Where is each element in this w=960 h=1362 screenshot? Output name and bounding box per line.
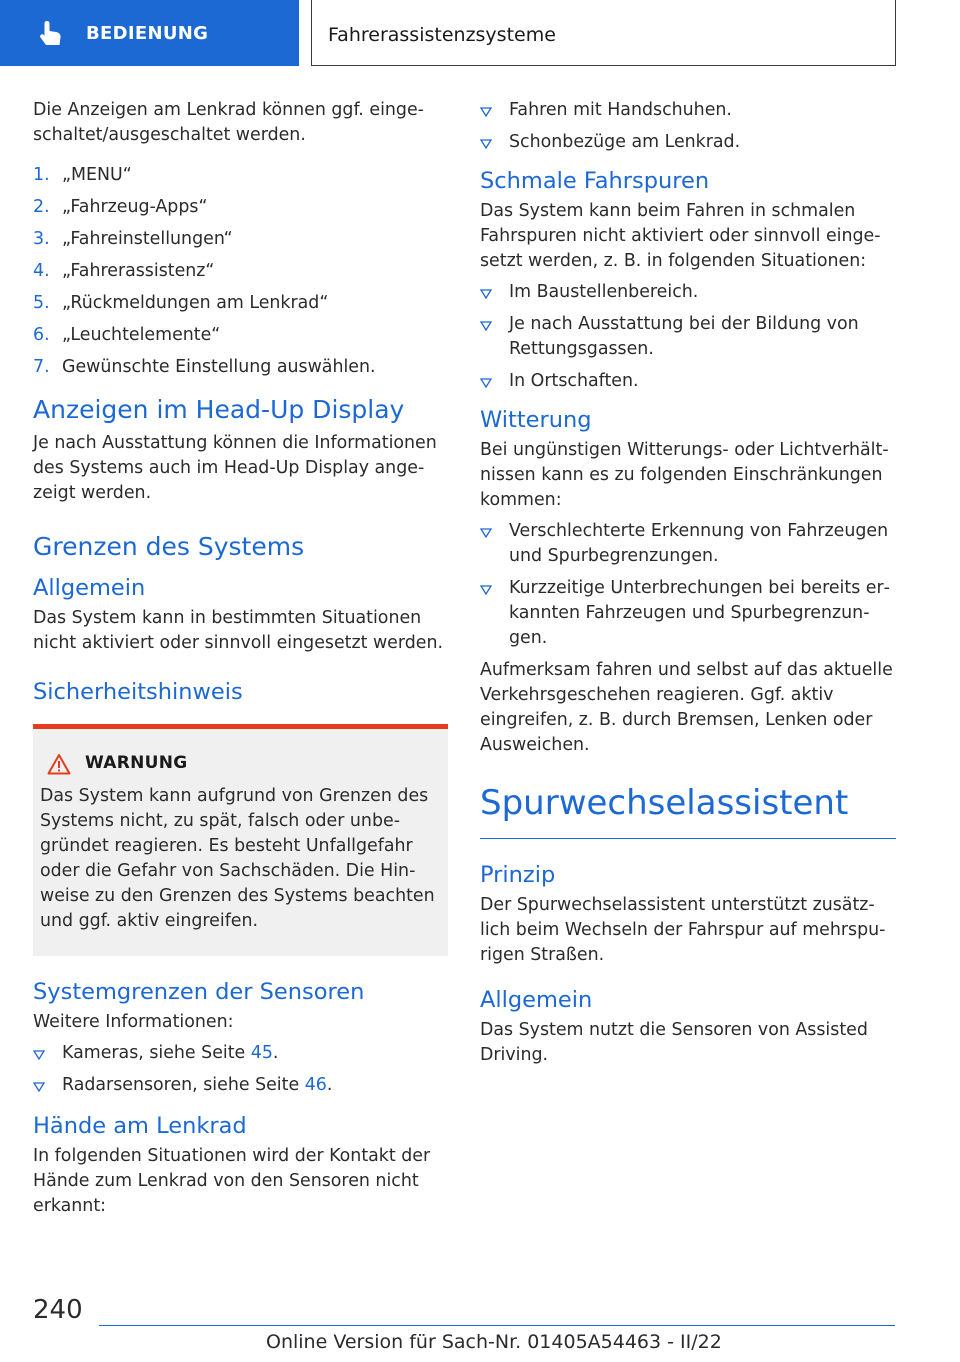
hands-list (480, 98, 896, 155)
section-tab-label: BEDIENUNG (86, 22, 209, 44)
principle-text: Der Spurwechselassistent unterstützt zusätzlich beim Wechseln der Fahrspur auf mehrspurigen Straßen. (480, 895, 886, 965)
list-item (480, 98, 896, 123)
footer-online-version: Online Version für Sach-Nr. 01405A54463 - II/22 (266, 1331, 722, 1353)
limits-heading: Grenzen des Systems (33, 532, 305, 561)
intro-text: Die Anzeigen am Lenkrad können ggf. eingeschaltet/ausgeschaltet werden. (33, 100, 424, 145)
sensor-item-text: Kameras, siehe Seite (62, 1043, 251, 1063)
list-item (480, 130, 896, 155)
triangle-bullet-icon (480, 585, 492, 595)
step-text: „Fahrerassistenz“ (62, 261, 215, 281)
step-number: 5. (33, 293, 50, 313)
triangle-bullet-icon (480, 528, 492, 538)
step-number: 7. (33, 357, 50, 377)
weather-after-text: Aufmerksam fahren und selbst auf das aktuelle Verkehrsgeschehen reagieren. Ggf. aktiv eingreifen, z. B. durch Bremsen, Lenken oder Ausweichen. (480, 660, 893, 755)
step-number: 2. (33, 197, 50, 217)
step-text: „Leuchtelemente“ (62, 325, 221, 345)
list-item (480, 576, 896, 651)
right-column (480, 98, 896, 1068)
narrow-heading: Schmale Fahrspuren (480, 168, 710, 194)
list-item-text: Fahren mit Handschuhen. (509, 100, 732, 120)
list-item-text: Schonbezüge am Lenkrad. (509, 132, 741, 152)
page-title: Fahrerassistenzsysteme (328, 24, 556, 46)
header-title-box (311, 0, 896, 66)
item-end: . (272, 1043, 279, 1063)
footer-divider (99, 1325, 895, 1326)
step-number: 1. (33, 165, 50, 185)
step-text: „Fahreinstellungen“ (62, 229, 233, 249)
warning-box (33, 724, 448, 956)
safety-heading: Sicherheitshinweis (33, 679, 243, 705)
hud-heading: Anzeigen im Head-Up Display (33, 395, 405, 424)
triangle-bullet-icon (33, 1082, 45, 1092)
step-text: „MENU“ (62, 165, 132, 185)
list-item-text: Im Baustellenbereich. (509, 282, 699, 302)
list-item (33, 227, 448, 259)
sensor-heading: Systemgrenzen der Sensoren (33, 979, 365, 1005)
list-item (33, 1073, 448, 1098)
list-item-text: Verschlechterte Erkennung von Fahrzeugen und Spurbegrenzungen. (509, 521, 889, 566)
list-item (33, 291, 448, 323)
hand-pointer-icon (38, 19, 64, 47)
step-text: Gewünschte Einstellung auswählen. (62, 357, 376, 377)
page-number: 240 (33, 1295, 83, 1325)
general-text: Das System kann in bestimmten Situationen nicht aktiviert oder sinnvoll eingesetzt werden. (33, 608, 443, 653)
sensor-item-text: Radarsensoren, siehe Seite (62, 1075, 305, 1095)
list-item (480, 312, 896, 362)
triangle-bullet-icon (480, 378, 492, 388)
weather-list (480, 519, 896, 651)
list-item-text: In Ortschaften. (509, 371, 639, 391)
list-item (480, 280, 896, 305)
list-item-text: Kurzzeitige Unterbrechungen bei bereits erkannten Fahrzeugen und Spurbegrenzungen. (509, 578, 890, 648)
page-link-cameras[interactable]: 45 (250, 1043, 273, 1063)
list-item (480, 369, 896, 394)
list-item (33, 163, 448, 195)
list-item (480, 519, 896, 569)
triangle-bullet-icon (480, 289, 492, 299)
list-item (33, 1041, 448, 1066)
hud-text: Je nach Ausstattung können die Informationen des Systems auch im Head-Up Display angezeigt werden. (33, 433, 437, 503)
narrow-text: Das System kann beim Fahren in schmalen Fahrspuren nicht aktiviert oder sinnvoll eingesetzt werden, z. B. in folgenden Situationen: (480, 201, 881, 271)
list-item (33, 323, 448, 355)
list-item (33, 355, 448, 387)
weather-heading: Witterung (480, 407, 592, 433)
list-item (33, 259, 448, 291)
left-column (33, 98, 448, 1219)
list-item-text: Je nach Ausstattung bei der Bildung von Rettungsgassen. (509, 314, 859, 359)
sensor-list (33, 1041, 448, 1098)
warning-text: Das System kann aufgrund von Grenzen des Systems nicht, zu spät, falsch oder unbegründet reagieren. Es besteht Unfallgefahr oder die Gefahr von Sachschäden. Die Hinweise zu den Grenzen des Systems beachten und ggf. aktiv eingreifen. (40, 786, 435, 931)
narrow-list (480, 280, 896, 394)
triangle-bullet-icon (480, 321, 492, 331)
hands-heading: Hände am Lenkrad (33, 1113, 247, 1139)
principle-heading: Prinzip (480, 862, 556, 888)
steps-list (33, 163, 448, 387)
step-number: 6. (33, 325, 50, 345)
item-end: . (326, 1075, 333, 1095)
general2-text: Das System nutzt die Sensoren von Assisted Driving. (480, 1020, 868, 1065)
triangle-bullet-icon (480, 107, 492, 117)
step-number: 4. (33, 261, 50, 281)
general-heading: Allgemein (33, 575, 146, 601)
section-tab (0, 0, 299, 66)
step-text: „Fahrzeug-Apps“ (62, 197, 208, 217)
general2-heading: Allgemein (480, 987, 593, 1013)
weather-text: Bei ungünstigen Witterungs- oder Lichtverhältnissen kann es zu folgenden Einschränkungen kommen: (480, 440, 889, 510)
list-item (33, 195, 448, 227)
triangle-bullet-icon (480, 139, 492, 149)
warning-triangle-icon (47, 753, 71, 775)
warning-title: WARNUNG (85, 753, 188, 773)
step-text: „Rückmeldungen am Lenkrad“ (62, 293, 329, 313)
lane-change-heading: Spurwechselassistent (480, 782, 896, 839)
page-link-radar[interactable]: 46 (304, 1075, 327, 1095)
triangle-bullet-icon (33, 1050, 45, 1060)
step-number: 3. (33, 229, 50, 249)
hands-text: In folgenden Situationen wird der Kontakt der Hände zum Lenkrad von den Sensoren nicht erkannt: (33, 1146, 431, 1216)
sensor-text: Weitere Informationen: (33, 1012, 234, 1032)
